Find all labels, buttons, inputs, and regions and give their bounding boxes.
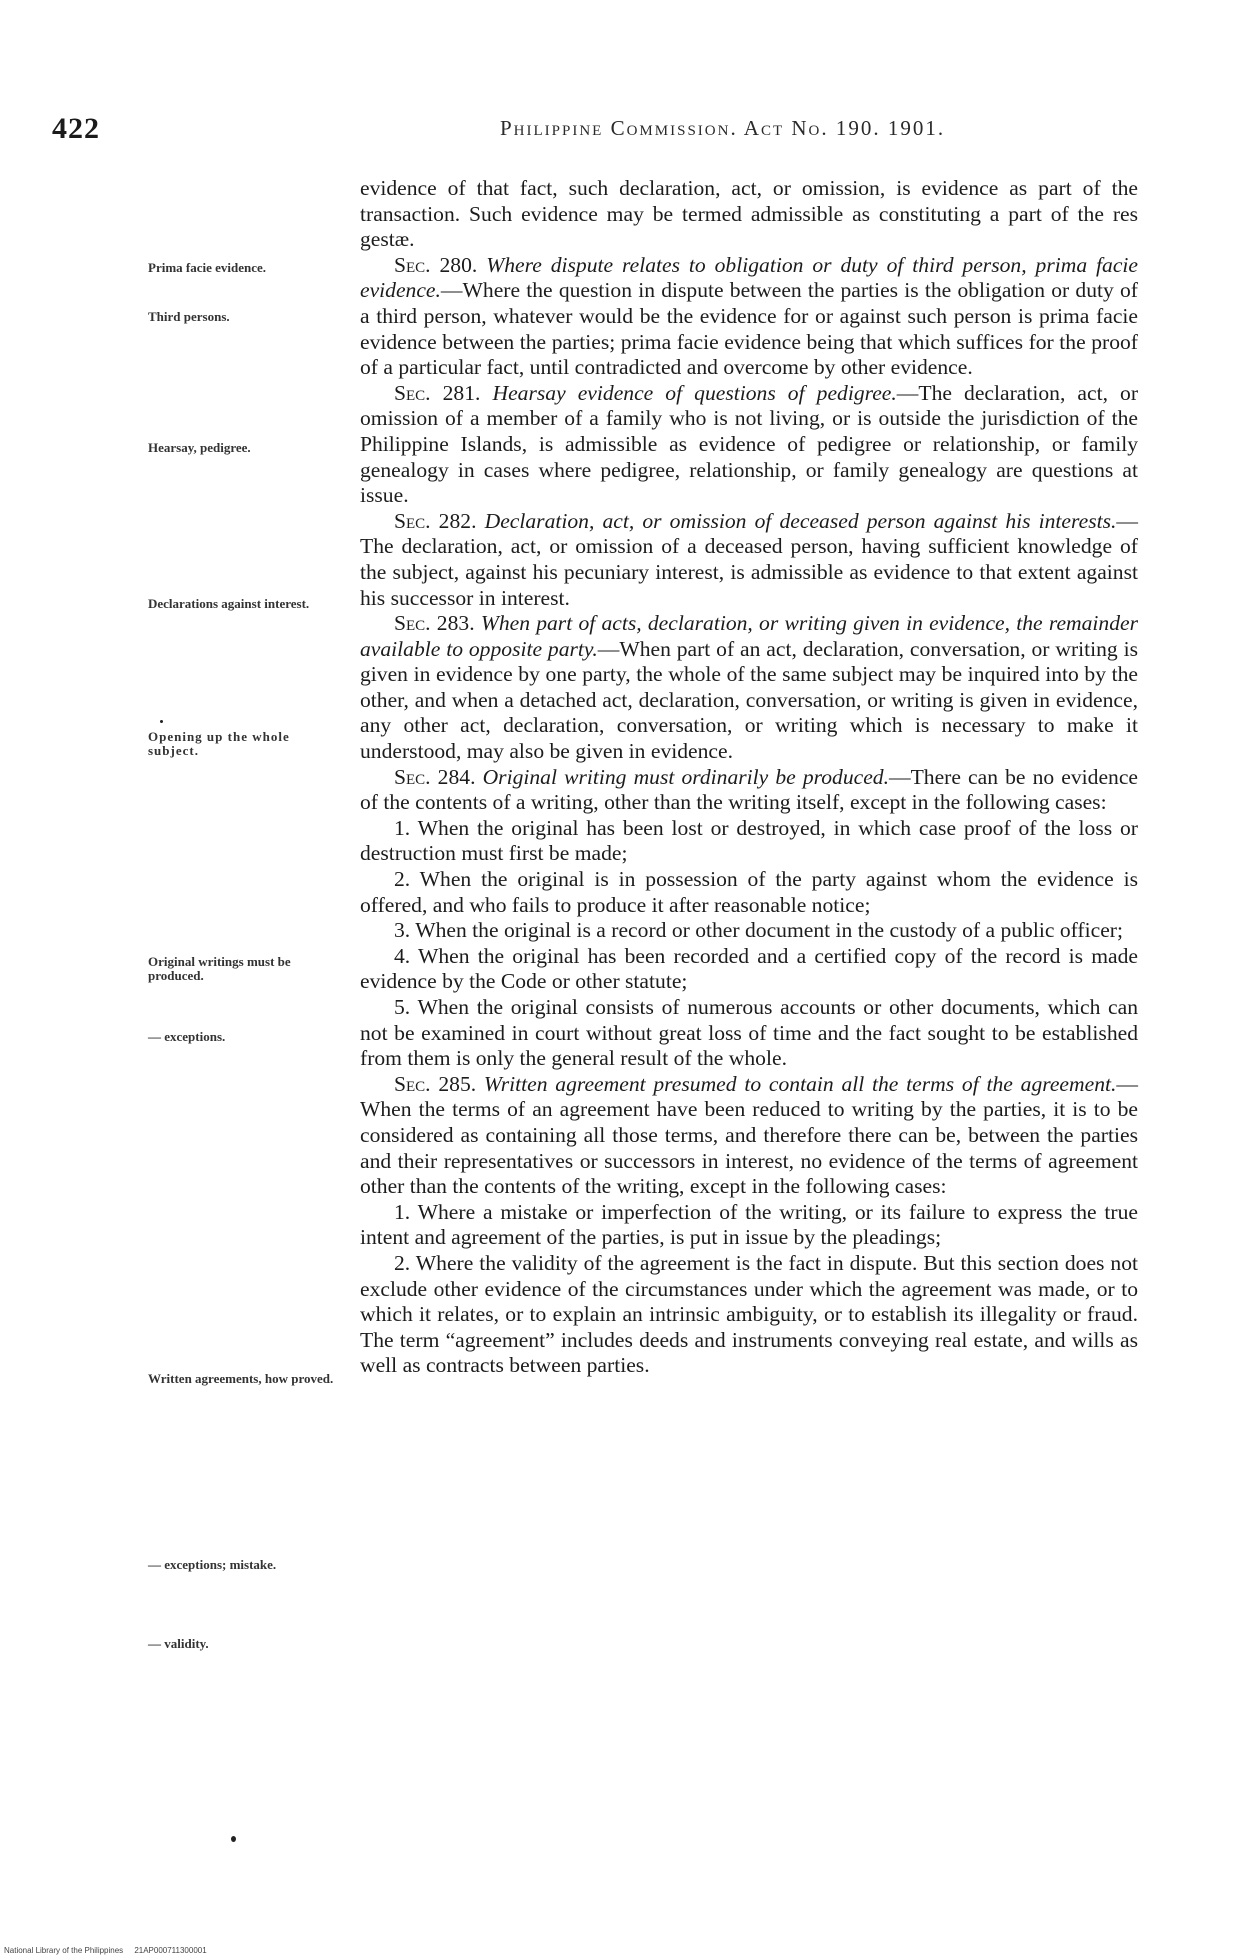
margin-note-third-persons: Third persons. xyxy=(148,309,230,324)
section-label: Sec. 281. xyxy=(394,380,481,405)
margin-note-opening-up-whole-subject: Opening up the whole subject. xyxy=(148,729,290,758)
section-text: —There can be no evidence of the contents of a writing, other than the writing itself, except in the following cases: xyxy=(360,764,1138,815)
margin-note-exceptions-mistake: — exceptions; mistake. xyxy=(148,1557,277,1572)
list-item: 2. When the original is in possession of the party against whom the evidence is offered, and who fails to produce it after reasonable notice; xyxy=(360,867,1138,917)
list-item: 4. When the original has been recorded and a certified copy of the record is made evidence by the Code or other statute; xyxy=(360,943,1138,994)
margin-note-prima-facie: Prima facie evidence. xyxy=(148,260,267,275)
section-285 xyxy=(360,1072,1138,1200)
continued-paragraph: evidence of that fact, such declaration, act, or omission, is evidence as part of the transaction. Such evidence may be termed admissible as constituting a part of the res gestæ. xyxy=(360,176,1138,252)
section-title: Original writing must ordinarily be produced. xyxy=(482,764,889,789)
section-text: —When the terms of an agreement have been reduced to writing by the parties, it is to be considered as containing all those terms, and therefore there can be, between the parties and their representatives or successors in interest, no evidence of the terms of agreement other than the contents of the writing, except in the following cases: xyxy=(360,1071,1138,1199)
section-label: Sec. 285. xyxy=(394,1071,477,1096)
section-title: Written agreement presumed to contain all the terms of the agreement. xyxy=(483,1071,1117,1096)
section-title: Hearsay evidence of questions of pedigree. xyxy=(492,380,897,405)
margin-note-exceptions: — exceptions. xyxy=(148,1029,226,1044)
section-text: —The declaration, act, or omission of a deceased person, having sufficient knowledge of the subject, against his pecuniary interest, is admissible as evidence to that extent against his successor in interest. xyxy=(360,508,1138,610)
footer-source: National Library of the Philippines xyxy=(4,1946,124,1955)
section-text: —When part of an act, declaration, conversation, or writing is given in evidence by one party, the whole of the same subject may be inquired into by the other, and when a detached act, declaration, conversation, or writing is given in evidence, any other act, declaration, conversation, or writing which is necessary to make it understood, may also be given in evidence. xyxy=(360,636,1138,764)
section-title: Declaration, act, or omission of deceased person against his interests. xyxy=(484,508,1117,533)
running-head: Philippine Commission. Act No. 190. 1901. xyxy=(500,116,946,140)
section-label: Sec. 280. xyxy=(394,252,478,277)
list-item: 2. Where the validity of the agreement is the fact in dispute. But this section does not exclude other evidence of the circumstances under which the agreement was made, or to which it relates, or to explain an intrinsic ambiguity, or to establish its illegality or fraud. The term “agreement” includes deeds and instruments conveying real estate, and wills as well as contracts between parties. xyxy=(360,1250,1138,1378)
section-label: Sec. 282. xyxy=(394,508,477,533)
section-284 xyxy=(360,765,1138,816)
margin-note-written-agreements: Written agreements, how proved. xyxy=(148,1371,334,1386)
page-header xyxy=(52,112,1042,156)
list-item: 3. When the original is a record or other document in the custody of a public officer; xyxy=(394,918,1123,943)
section-280 xyxy=(360,253,1138,381)
margin-note-original-writings: Original writings must be produced. xyxy=(148,954,291,983)
section-281 xyxy=(360,381,1138,509)
section-282 xyxy=(360,509,1138,611)
section-text: —The declaration, act, or omission of a member of a family who is not living, or is outside the jurisdiction of the Philippine Islands, is admissible as evidence of pedigree or relationship, or family genealogy in cases where pedigree, relationship, or family genealogy are questions at issue. xyxy=(360,380,1139,508)
page-number: 422 xyxy=(52,112,100,145)
body-text xyxy=(360,176,1138,1379)
footer xyxy=(4,1946,207,1955)
section-283 xyxy=(360,611,1138,765)
margin-note-validity: — validity. xyxy=(148,1636,209,1651)
section-text: —Where the question in dispute between the parties is the obligation or duty of a third person, whatever would be the evidence for or against such person is prima facie evidence between the parties; prima facie evidence being that which suffices for the proof of a particular fact, until contradicted and overcome by other evidence. xyxy=(360,278,1138,380)
margin-note-hearsay-pedigree: Hearsay, pedigree. xyxy=(148,440,251,455)
list-item: 1. When the original has been lost or destroyed, in which case proof of the loss or destruction must first be made; xyxy=(360,815,1138,866)
section-label: Sec. 284. xyxy=(394,764,476,789)
ink-speck xyxy=(160,720,163,723)
section-title: When part of acts, declaration, or writing given in evidence, the remainder available to opposite party. xyxy=(360,611,1138,661)
list-item: 1. Where a mistake or imperfection of the writing, or its failure to express the true intent and agreement of the parties, is put in issue by the pleadings; xyxy=(360,1199,1138,1250)
margin-note-declarations-against-interest: Declarations against interest. xyxy=(148,596,310,611)
ink-speck xyxy=(231,1836,236,1842)
list-item: 5. When the original consists of numerous accounts or other documents, which can not be examined in court without great loss of time and the fact sought to be established from them is only the general result of the whole. xyxy=(360,995,1138,1071)
section-title: Where dispute relates to obligation or duty of third person, prima facie evidence. xyxy=(360,252,1139,303)
footer-id: 21AP000711300001 xyxy=(134,1946,207,1955)
section-label: Sec. 283. xyxy=(394,611,475,636)
